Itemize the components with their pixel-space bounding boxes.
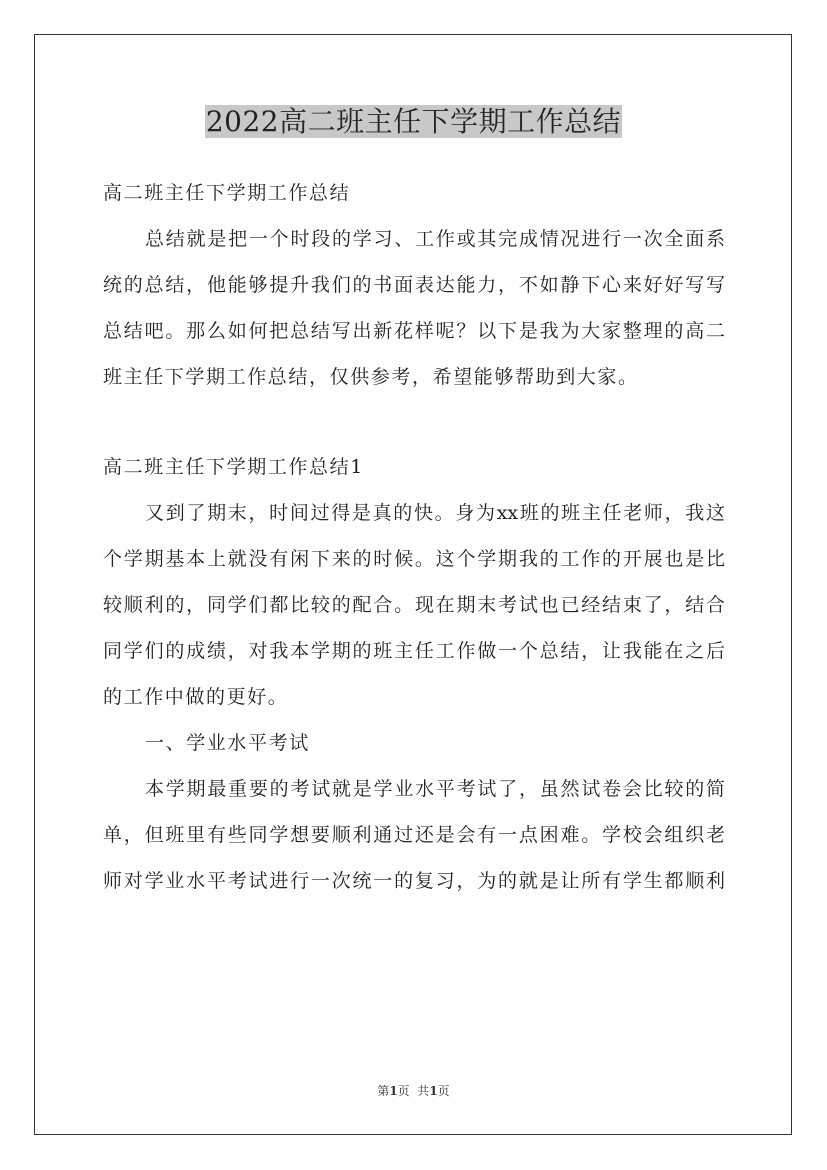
document-body: [103, 170, 725, 904]
paragraph-gap: [103, 400, 725, 444]
paragraph-line: 师对学业水平考试进行一次统一的复习，为的就是让所有学生都顺利: [103, 870, 725, 892]
intro-line: 总结就是把一个时段的学习、工作或其完成情况进行一次全面系: [145, 228, 725, 250]
subtitle: 高二班主任下学期工作总结: [103, 182, 351, 204]
paragraph-line: 本学期最重要的考试就是学业水平考试了，虽然试卷会比较的简: [145, 778, 725, 800]
paragraph-line: 同学们的成绩，对我本学期的班主任工作做一个总结，让我能在之后: [103, 640, 725, 662]
paragraph-line: 又到了期末，时间过得是真的快。身为xx班的班主任老师，我这: [145, 502, 725, 524]
section-heading: 高二班主任下学期工作总结1: [103, 456, 364, 478]
footer-page-number: 1: [389, 1084, 398, 1098]
document-title-text: 2022高二班主任下学期工作总结: [205, 105, 622, 138]
footer-page-total: 1: [429, 1084, 438, 1098]
footer-prefix: 第: [377, 1084, 390, 1098]
paragraph-line: 较顺利的，同学们都比较的配合。现在期末考试也已经结束了，结合: [103, 594, 725, 616]
paragraph-line: 单，但班里有些同学想要顺利通过还是会有一点困难。学校会组织老: [103, 824, 725, 846]
page-footer: [0, 1082, 827, 1099]
subheading: 一、学业水平考试: [145, 732, 310, 754]
document-title: [0, 100, 827, 144]
footer-mid: 页 共: [397, 1084, 430, 1098]
intro-line: 统的总结，他能够提升我们的书面表达能力，不如静下心来好好写写: [103, 274, 725, 296]
intro-line: 总结吧。那么如何把总结写出新花样呢？以下是我为大家整理的高二: [103, 320, 725, 342]
paragraph-line: 的工作中做的更好。: [103, 686, 289, 708]
intro-line: 班主任下学期工作总结，仅供参考，希望能够帮助到大家。: [103, 366, 639, 388]
paragraph-line: 个学期基本上就没有闲下来的时候。这个学期我的工作的开展也是比: [103, 548, 725, 570]
footer-suffix: 页: [437, 1084, 450, 1098]
